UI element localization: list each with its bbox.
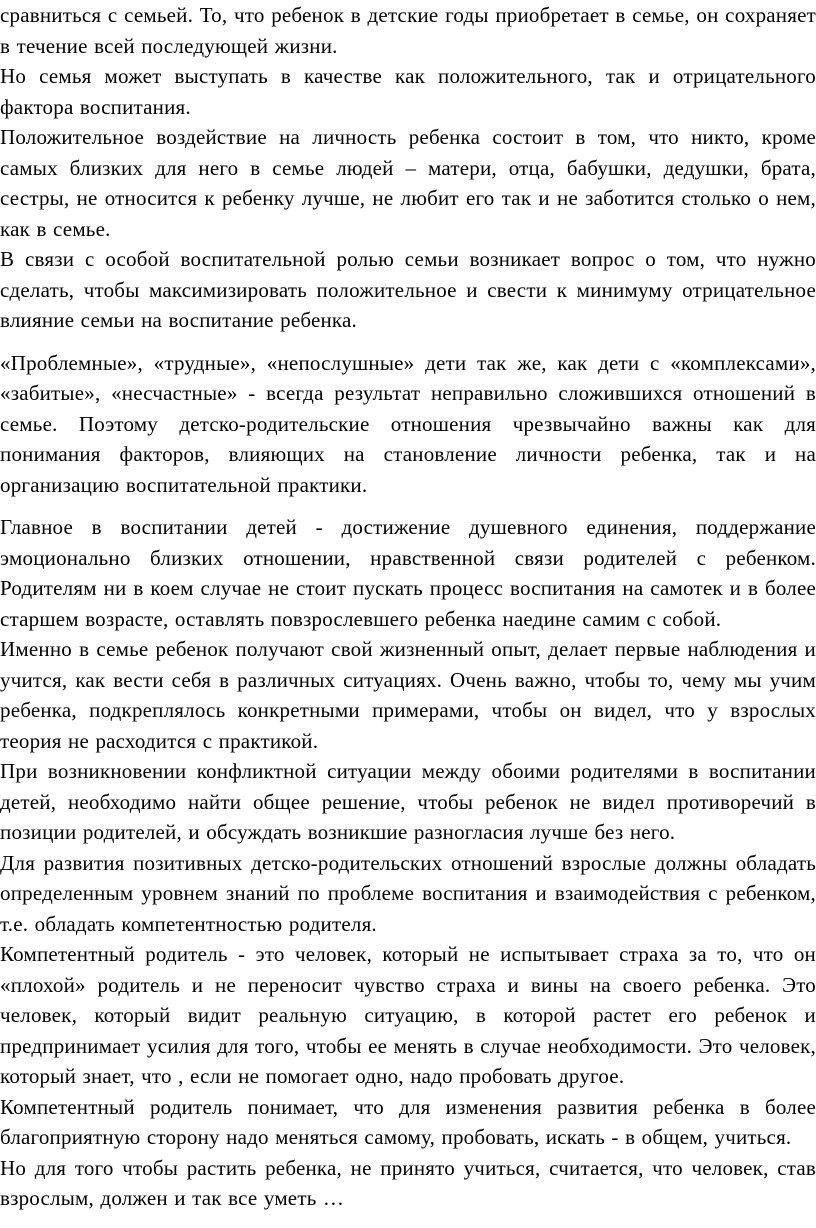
- paragraph-12: Но для того чтобы растить ребенка, не принято учиться, считается, что человек, став взрослым, должен и так все уметь …: [0, 1155, 816, 1210]
- paragraph-4: В связи с особой воспитательной ролью семьи возникает вопрос о том, что нужно сделать, чтобы максимизировать положительное и свести к минимуму отрицательное влияние семьи на воспитание ребенка.: [0, 247, 816, 332]
- paragraph-10: Компетентный родитель - это человек, который не испытывает страха за то, что он «плохой» родитель и не переносит чувство страха и вины на своего ребенка. Это человек, который видит реальную ситуацию, в которой растет его ребенок и предпринимает усилия для того, чтобы ее менять в случае необходимости. Это человек, который знает, что , если не помогает одно, надо пробовать другое.: [0, 942, 816, 1088]
- paragraph-6: Главное в воспитании детей - достижение душевного единения, поддержание эмоционально близких отношении, нравственной связи родителей с ребенком. Родителям ни в коем случае не стоит пускать процесс воспитания на самотек и в более старшем возрасте, оставлять повзрослевшего ребенка наедине самим с собой.: [0, 515, 816, 631]
- paragraph-5: «Проблемные», «трудные», «непослушные» дети так же, как дети с «комплексами», «забитые», «несчастные» - всегда результат неправильно сложившихся отношений в семье. Поэтому детско-родительские отношения чрезвычайно важны как для понимания факторов, влияющих на становление личности ребенка, так и на организацию воспитательной практики.: [0, 350, 816, 497]
- paragraph-11: Компетентный родитель понимает, что для изменения развития ребенка в более благоприятную сторону надо меняться самому, пробовать, искать - в общем, учиться.: [0, 1094, 816, 1149]
- paragraph-9: Для развития позитивных детско-родительских отношений взрослые должны обладать определенным уровнем знаний по проблеме воспитания и взаимодействия с ребенком, т.е. обладать компетентностью родителя.: [0, 850, 816, 936]
- paragraph-1: сравниться с семьей. То, что ребенок в детские годы приобретает в семье, он сохраняет в течение всей последующей жизни.: [0, 3, 816, 58]
- paragraph-7: Именно в семье ребенок получают свой жизненный опыт, делает первые наблюдения и учится, как вести себя в различных ситуациях. Очень важно, чтобы то, чему мы учим ребенка, подкреплялось конкретными примерами, чтобы он видел, что у взрослых теория не расходится с практикой.: [0, 637, 816, 753]
- paragraph-8: При возникновении конфликтной ситуации между обоими родителями в воспитании детей, необходимо найти общее решение, чтобы ребенок не видел противоречий в позиции родителей, и обсуждать возникшие разногласия лучше без него.: [0, 759, 816, 844]
- paragraph-3: Положительное воздействие на личность ребенка состоит в том, что никто, кроме самых близких для него в семье людей – матери, отца, бабушки, дедушки, брата, сестры, не относится к ребенку лучше, не любит его так и не заботится столько о нем, как в семье.: [0, 125, 816, 241]
- paragraph-2: Но семья может выступать в качестве как положительного, так и отрицательного фактора воспитания.: [0, 64, 816, 119]
